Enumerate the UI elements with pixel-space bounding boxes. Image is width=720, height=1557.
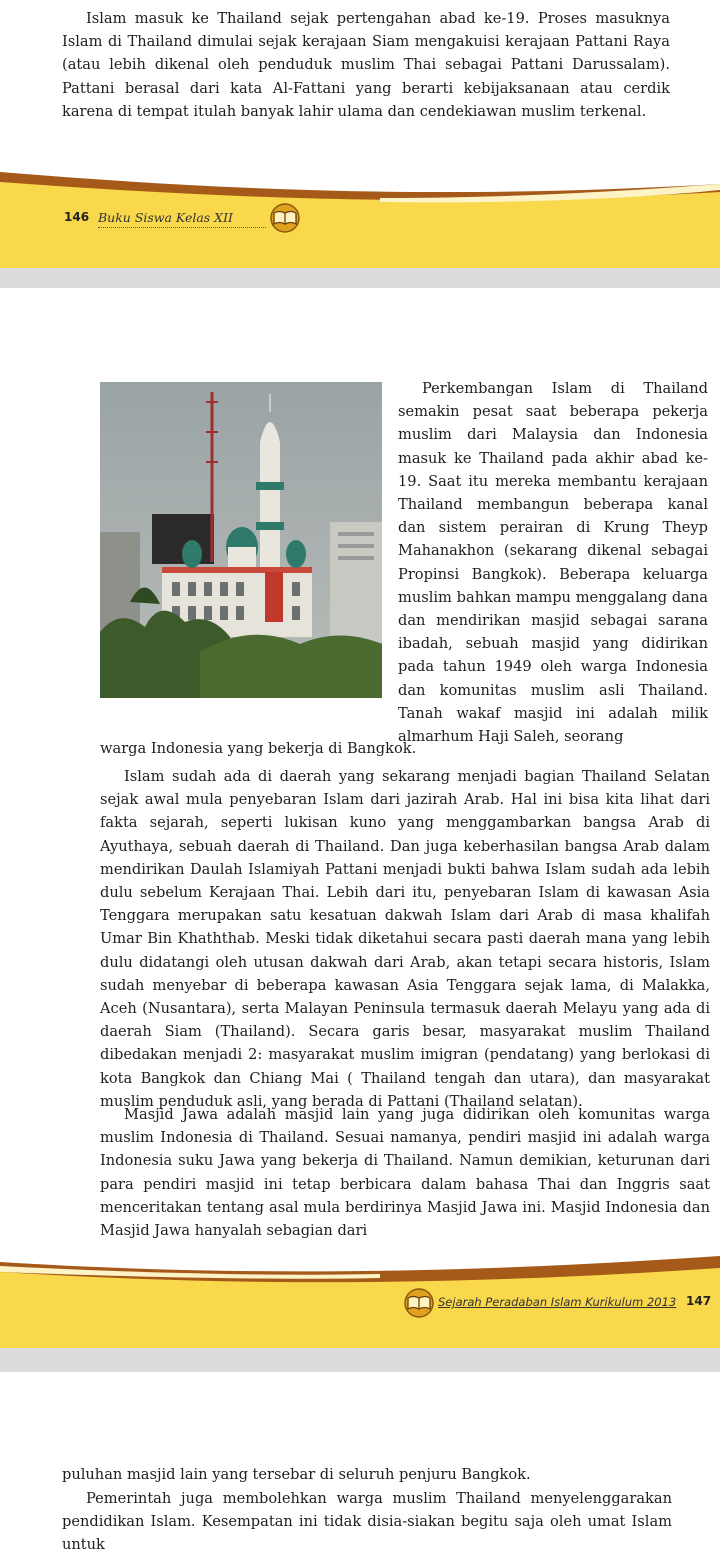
book-title: Buku Siswa Kelas XII bbox=[98, 210, 266, 228]
page-number: 147 bbox=[686, 1294, 712, 1308]
paragraph: warga Indonesia yang bekerja di Bangkok. bbox=[100, 740, 417, 757]
open-book-icon bbox=[402, 1288, 436, 1322]
book-title: Sejarah Peradaban Islam Kurikulum 2013 bbox=[438, 1295, 677, 1309]
mosque-photo bbox=[100, 382, 382, 698]
paragraph: Pemerintah juga membolehkan warga muslim Thailand menyelenggarakan pendidikan Islam. Kesempatan ini tidak disia-siakan begitu saja oleh umat Islam untuk bbox=[62, 1490, 672, 1554]
page-separator bbox=[0, 268, 720, 288]
paragraph: Masjid Jawa adalah masjid lain yang juga didirikan oleh komunitas warga muslim Indonesia di Thailand. Sesuai namanya, pendiri masjid ini adalah warga Indonesia suku Jawa yang bekerja di Thailand. Namun demikian, keturunan dari para pendiri masjid ini tetap berbicara dalam bahasa Thai dan Inggris saat menceritakan tentang asal mula berdirinya Masjid Jawa ini. Masjid Indonesia dan Masjid Jawa hanyalah sebagian dari bbox=[100, 1106, 710, 1240]
paragraph: Perkembangan Islam di Thailand semakin pesat saat beberapa pekerja muslim dari Malaysia dan Indonesia masuk ke Thailand pada akhir abad ke-19. Saat itu mereka membantu kerajaan Thailand membangun beberapa kanal dan sistem perairan di Krung Theyp Mahanakhon (sekarang dikenal sebagai Propinsi Bangkok). Beberapa keluarga muslim bahkan mampu menggalang dana dan mendirikan masjid sebagai sarana ibadah, sebuah masjid yang didirikan pada tahun 1949 oleh warga Indonesia dan komunitas muslim asli Thailand. Tanah wakaf masjid ini adalah milik almarhum Haji Saleh, seorang bbox=[398, 380, 708, 746]
open-book-icon bbox=[268, 203, 302, 237]
paragraph: puluhan masjid lain yang tersebar di seluruh penjuru Bangkok. bbox=[62, 1466, 531, 1483]
page-number: 146 bbox=[64, 210, 90, 224]
paragraph: Islam masuk ke Thailand sejak pertengahan abad ke-19. Proses masuknya Islam di Thailand dimulai sejak kerajaan Siam mengakuisi kerajaan Pattani Raya (atau lebih dikenal oleh penduduk muslim Thai sebagai Pattani Darussalam). Pattani berasal dari kata Al-Fattani yang berarti kebijaksanaan atau cerdik karena di tempat itulah banyak lahir ulama dan cendekiawan muslim terkenal. bbox=[62, 10, 670, 120]
paragraph: Islam sudah ada di daerah yang sekarang menjadi bagian Thailand Selatan sejak awal mula penyebaran Islam dari jazirah Arab. Hal ini bisa kita lihat dari fakta sejarah, seperti lukisan kuno yang menggambarkan bangsa Arab di Ayuthaya, sebuah daerah di Thailand. Dan juga keberhasilan bangsa Arab dalam mendirikan Daulah Islamiyah Pattani menjadi bukti bahwa Islam sudah ada lebih dulu sebelum Kerajaan Thai. Lebih dari itu, penyebaran Islam di kawasan Asia Tenggara merupakan satu kesatuan dakwah Islam dari Arab di masa khalifah Umar Bin Khaththab. Meski tidak diketahui secara pasti daerah mana yang lebih dulu didatangi oleh utusan dakwah dari Arab, akan tetapi secara historis, Islam sudah menyebar di beberapa kawasan Asia Tenggara sejak lama, di Malakka, Aceh (Nusantara), serta Malayan Peninsula termasuk daerah Melayu yang ada di daerah Siam (Thailand). Secara garis besar, masyarakat muslim Thailand dibedakan menjadi 2: masyarakat muslim imigran (pendatang) yang berlokasi di kota Bangkok dan Chiang Mai ( Thailand tengah dan utara), dan masyarakat muslim penduduk asli, yang berada di Pattani (Thailand selatan). bbox=[100, 768, 710, 1110]
page-separator bbox=[0, 1348, 720, 1372]
